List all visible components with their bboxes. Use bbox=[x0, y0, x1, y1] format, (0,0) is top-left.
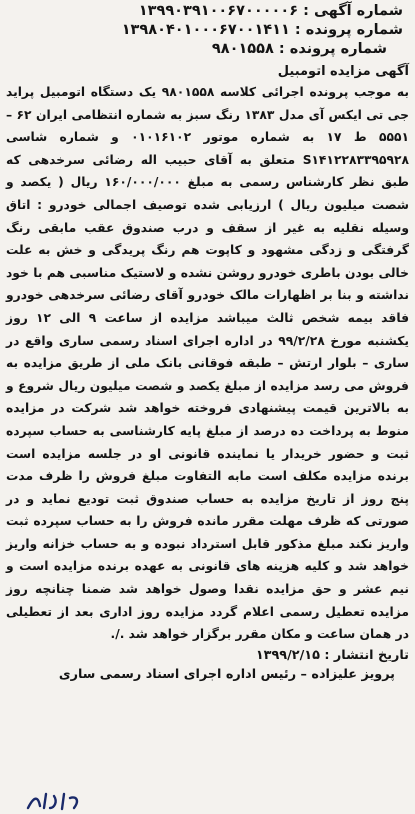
notice-title: آگهی مزایده اتومبیل bbox=[277, 64, 409, 79]
case-number-short: شماره پرونده : ۹۸۰۱۵۵۸ bbox=[211, 41, 387, 57]
notice-body: به موجب پرونده اجرائی کلاسه ۹۸۰۱۵۵۸ یک دستگاه اتومبیل پراید جی تی ایکس آی مدل ۱۳۸۳ رنگ سبز به شماره انتظامی ایران ۶۲ – ۵۵۵۱ ط ۱۷ به شماره موتور ۰۱۰۱۶۱۰۲ و شماره شاسی S۱۴۱۲۲۸۳۳۹۵۹۲۸ متعلق به آقای حبیب اله رضائی سرخدهی که طبق نظر کارشناس رسمی به مبلغ ۱۶۰/۰۰۰/۰۰۰ ریال ( یکصد و شصت میلیون ریال ) ارزیابی شده توصیف اجمالی خودرو : اتاق وسیله نقلیه به غیر از سقف و درب صندوق عقب مابقی رنگ گرفتگی و زدگی مشهود و کاپوت هم رنگ پریدگی و خش به علت خالی بودن باطری خودرو روشن نشده و لاستیک مناسبی هم با خود نداشته و بنا بر اظهارات مالک خودرو آقای رضائی سرخدهی خودرو فاقد بیمه شخص ثالث میباشد مزایده از ساعت ۹ الی ۱۲ روز یکشنبه مورخ ۹۹/۲/۲۸ در اداره اجرای اسناد رسمی ساری واقع در ساری – بلوار ارتش – طبقه فوقانی بانک ملی از طریق مزایده به فروش می رسد مزایده از مبلغ یکصد و شصت میلیون ریال شروع و به بالاترین قیمت پیشنهادی فروخته خواهد شد شرکت در مزایده منوط به پرداخت ده درصد از مبلغ پایه کارشناسی به حساب سپرده ثبت و حضور خریدار یا نماینده قانونی او در جلسه مزایده است برنده مزایده مکلف است مابه التفاوت مبلغ فروش را ظرف مدت پنج روز از تاریخ مزایده به حساب صندوق ثبت تودیع نماید و در صورتی که ظرف مهلت مقرر مانده فروش را به حساب سپرده ثبت واریز نکند مبلغ مذکور قابل استرداد نبوده و به حساب خزانه واریز خواهد شد و کلیه هزینه های قانونی به عهده برنده مزایده است و نیم عشر و حق مزایده نقدا وصول خواهد شد ضمنا چنانچه روز مزایده تعطیل رسمی اعلام گردد مزایده روز اداری بعد از تعطیلی در همان ساعت و مکان مقرر برگزار خواهد شد ./. bbox=[6, 85, 409, 642]
case-number-long: شماره پرونده : ۱۳۹۸۰۴۰۱۰۰۰۶۷۰۰۱۴۱۱ bbox=[121, 22, 403, 38]
ad-number: شماره آگهی : ۱۳۹۹۰۳۹۱۰۰۶۷۰۰۰۰۰۶ bbox=[138, 3, 403, 19]
signature-line: پرویز علیزاده – رئیس اداره اجرای اسناد رسمی ساری bbox=[58, 666, 395, 682]
publish-date: تاریخ انتشار : ۱۳۹۹/۲/۱۵ bbox=[255, 647, 409, 663]
handwritten-mark bbox=[24, 790, 88, 812]
